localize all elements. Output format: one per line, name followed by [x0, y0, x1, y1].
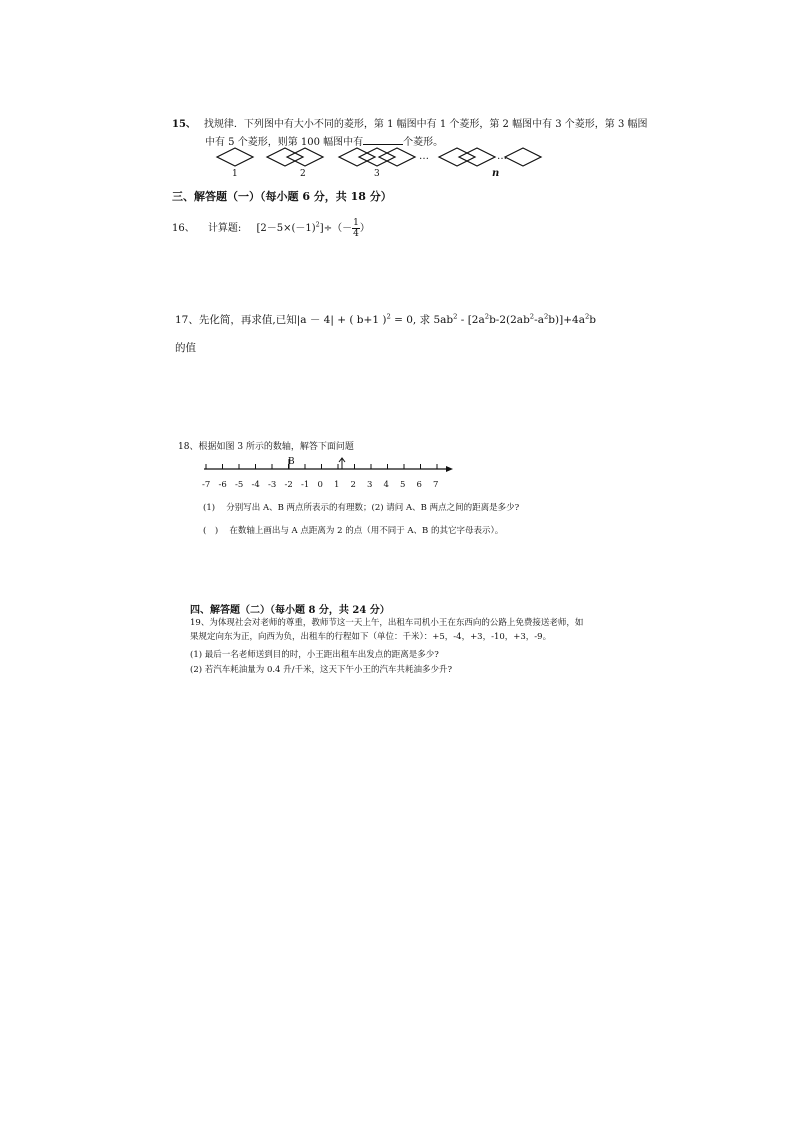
number-line: [200, 455, 454, 477]
q17-part-b: = 0, 求 5ab: [390, 314, 454, 326]
q17-exp-d: 2: [529, 312, 535, 321]
fig-label-3: 3: [374, 169, 380, 179]
q17-part-a: 17、先化简，再求值,已知|a － 4| + ( b+1 ): [175, 314, 387, 326]
point-b-label: B: [288, 457, 295, 467]
q15-text-line1: 找规律．下列图中有大小不同的菱形，第 1 幅图中有 1 个菱形，第 2 幅图中有 3 个菱形，第 3 幅图: [203, 119, 648, 130]
q19-line2: 果规定向东为正，向西为负，出租车的行程如下（单位：千米）：+5，-4，+3，-10，+3，-9。: [190, 632, 552, 642]
fign-rhombus-a: [439, 148, 475, 166]
number-line-tick-label: -5: [235, 480, 244, 490]
fig-label-1: 1: [232, 169, 238, 179]
section4-title: 四、解答题（二）（每小题 8 分，共 24 分）: [190, 605, 390, 616]
q16-expr-b: ]÷（－: [319, 223, 353, 234]
q17-line2: 的值: [175, 342, 196, 354]
section3-title: 三、解答题（一）（每小题 6 分，共 18 分）: [172, 190, 392, 203]
q16-expr-c: ）: [359, 223, 370, 234]
fig1-rhombus: [217, 148, 253, 166]
number-line-tick-label: 3: [367, 480, 373, 490]
q17-exp-e: 2: [543, 312, 549, 321]
q19-line1: 19、为体现社会对老师的尊重，教师节这一天上午，出租车司机小王在东西向的公路上免费接送老师，如: [190, 618, 584, 628]
fig2-rhombus-a: [267, 148, 303, 166]
q17-exp-a: 2: [386, 312, 391, 321]
number-line-tick-label: 7: [433, 480, 439, 490]
q17-exp-f: 2: [584, 312, 590, 321]
q16-exp: 2: [315, 220, 320, 229]
number-line-tick-label: -1: [301, 480, 310, 490]
fig3-rhombus-a: [339, 148, 375, 166]
q17-line1: [175, 313, 596, 327]
number-line-tick-label: 0: [317, 480, 323, 490]
fig-ellipsis-2: …: [497, 151, 507, 162]
number-line-tick-label: 5: [400, 480, 406, 490]
number-line-tick-label: 6: [416, 480, 422, 490]
fign-rhombus-b: [459, 148, 495, 166]
q16-fraction: [352, 218, 360, 239]
q15-line1: [172, 118, 648, 132]
q17-exp-c: 2: [484, 312, 490, 321]
number-line-tick-label: 2: [350, 480, 356, 490]
q16-number: 16、: [172, 223, 195, 234]
q19-sub2: (2) 若汽车耗油量为 0.4 升/千米，这天下午小王的汽车共耗油多少升?: [190, 665, 453, 675]
q16-expr-a: [2－5×(－1): [256, 223, 316, 234]
rhombus-figures: [215, 145, 545, 169]
q19-sub1: (1) 最后一名老师送到目的时，小王距出租车出发点的距离是多少?: [190, 650, 439, 660]
q15-answer-blank[interactable]: [363, 134, 403, 145]
fig3-rhombus-b: [359, 148, 395, 166]
number-line-tick-label: -3: [268, 480, 277, 490]
q18-sub1: (1) 分别写出 A、B 两点所表示的有理数；(2) 请问 A、B 两点之间的距离是多少?: [203, 503, 520, 513]
number-line-tick-label: -2: [284, 480, 293, 490]
fig3-rhombus-c: [379, 148, 415, 166]
q16: [172, 218, 370, 239]
q15-text-line2b: 个菱形。: [403, 137, 444, 148]
number-line-tick-label: -6: [218, 480, 227, 490]
number-line-tick-label: -4: [251, 480, 260, 490]
number-line-tick-label: 4: [383, 480, 389, 490]
q17-exp-b: 2: [453, 312, 458, 321]
fig-label-n: n: [492, 168, 500, 179]
number-line-tick-label: -7: [202, 480, 211, 490]
q15-text-line2a: 中有 5 个菱形，则第 100 幅图中有: [205, 137, 364, 148]
q17-part-c: - [2a: [457, 314, 485, 326]
q16-frac-num: 1: [353, 218, 359, 228]
q15-number: 15、: [172, 119, 196, 130]
q18-sub2: ( ) 在数轴上画出与 A 点距离为 2 的点（用不同于 A、B 的其它字母表示）。: [203, 526, 504, 536]
q17-part-g: b: [589, 314, 597, 326]
fig-label-2: 2: [300, 169, 306, 179]
fig-ellipsis-1: …: [419, 151, 429, 162]
q17-part-e: -a: [534, 314, 544, 326]
number-line-tick-label: 1: [334, 480, 340, 490]
number-line-arrow: [446, 466, 453, 472]
q17-part-d: b-2(2ab: [489, 314, 530, 326]
fig2-rhombus-b: [287, 148, 323, 166]
q16-frac-den: 4: [353, 229, 359, 239]
q18-title: 18、根据如图 3 所示的数轴，解答下面问题: [178, 442, 354, 452]
q17-part-f: b)]+4a: [548, 314, 585, 326]
fign-rhombus-c: [505, 148, 541, 166]
q16-label: 计算题:: [207, 223, 242, 234]
